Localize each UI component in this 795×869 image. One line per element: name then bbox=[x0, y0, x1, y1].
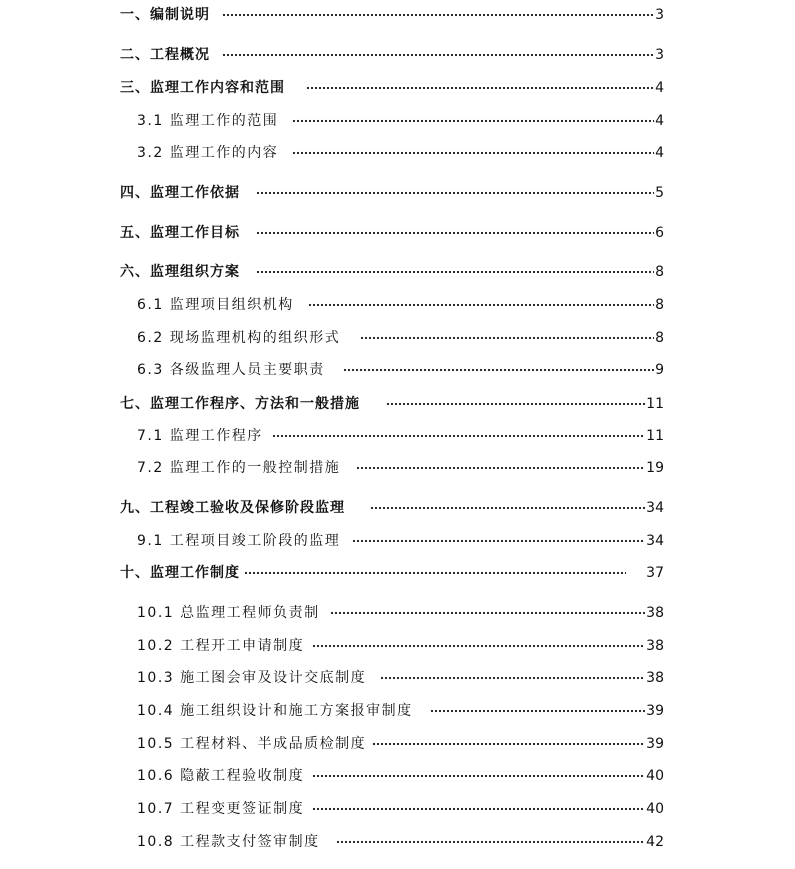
toc-entry-title: 10.1 总监理工程师负责制 bbox=[137, 605, 320, 621]
toc-leader-dots bbox=[244, 571, 626, 575]
toc-entry-title: 六、监理组织方案 bbox=[120, 264, 240, 280]
toc-entry bbox=[0, 182, 795, 204]
toc-entry bbox=[0, 425, 795, 447]
toc-entry bbox=[0, 562, 795, 584]
toc-entry-page: 8 bbox=[655, 297, 664, 313]
toc-entry bbox=[0, 142, 795, 164]
toc-entry-title: 10.3 施工图会审及设计交底制度 bbox=[137, 670, 367, 686]
toc-entry bbox=[0, 530, 795, 552]
toc-entry-title: 五、监理工作目标 bbox=[120, 225, 240, 241]
toc-entry-title: 九、工程竣工验收及保修阶段监理 bbox=[120, 500, 345, 516]
toc-entry-page: 3 bbox=[655, 7, 664, 23]
toc-entry bbox=[0, 602, 795, 624]
toc-entry-title: 6.2 现场监理机构的组织形式 bbox=[137, 330, 341, 346]
toc-entry bbox=[0, 44, 795, 66]
toc-leader-dots bbox=[222, 13, 654, 17]
toc-entry-page: 34 bbox=[646, 500, 664, 516]
toc-entry bbox=[0, 700, 795, 722]
toc-entry-title: 6.1 监理项目组织机构 bbox=[137, 297, 294, 313]
toc-entry bbox=[0, 667, 795, 689]
toc-entry-page: 3 bbox=[655, 47, 664, 63]
toc-entry-page: 8 bbox=[655, 264, 664, 280]
toc-entry-page: 37 bbox=[646, 565, 664, 581]
toc-entry-title: 3.1 监理工作的范围 bbox=[137, 113, 279, 129]
toc-entry bbox=[0, 497, 795, 519]
toc-leader-dots bbox=[336, 840, 645, 844]
toc-leader-dots bbox=[292, 119, 654, 123]
toc-entry bbox=[0, 327, 795, 349]
toc-entry bbox=[0, 733, 795, 755]
toc-entry-page: 11 bbox=[646, 396, 664, 412]
toc-entry-page: 4 bbox=[655, 113, 664, 129]
toc-leader-dots bbox=[272, 434, 645, 438]
toc-entry-page: 9 bbox=[655, 362, 664, 378]
toc-entry-title: 10.8 工程款支付签审制度 bbox=[137, 834, 320, 850]
toc-entry bbox=[0, 393, 795, 415]
toc-entry-page: 4 bbox=[655, 145, 664, 161]
toc-leader-dots bbox=[256, 191, 654, 195]
toc-entry-title: 7.1 监理工作程序 bbox=[137, 428, 263, 444]
toc-leader-dots bbox=[308, 303, 654, 307]
toc-leader-dots bbox=[312, 644, 645, 648]
toc-entry-title: 三、监理工作内容和范围 bbox=[120, 80, 285, 96]
toc-entry-page: 39 bbox=[646, 703, 664, 719]
toc-entry-page: 19 bbox=[646, 460, 664, 476]
toc-leader-dots bbox=[330, 611, 645, 615]
toc-leader-dots bbox=[222, 53, 654, 57]
toc-leader-dots bbox=[312, 807, 645, 811]
toc-entry-title: 6.3 各级监理人员主要职责 bbox=[137, 362, 325, 378]
toc-leader-dots bbox=[312, 774, 645, 778]
toc-entry-title: 七、监理工作程序、方法和一般措施 bbox=[120, 396, 360, 412]
toc-entry-page: 39 bbox=[646, 736, 664, 752]
toc-leader-dots bbox=[380, 676, 645, 680]
toc-entry bbox=[0, 359, 795, 381]
toc-entry-title: 10.7 工程变更签证制度 bbox=[137, 801, 305, 817]
toc-leader-dots bbox=[343, 368, 654, 372]
toc-leader-dots bbox=[372, 742, 645, 746]
toc-entry-page: 42 bbox=[646, 834, 664, 850]
toc-entry-page: 34 bbox=[646, 533, 664, 549]
toc-entry-title: 7.2 监理工作的一般控制措施 bbox=[137, 460, 341, 476]
toc-entry bbox=[0, 765, 795, 787]
toc-entry-title: 一、编制说明 bbox=[120, 7, 210, 23]
toc-entry-title: 9.1 工程项目竣工阶段的监理 bbox=[137, 533, 341, 549]
toc-entry bbox=[0, 261, 795, 283]
toc-entry-page: 4 bbox=[655, 80, 664, 96]
toc-entry-page: 6 bbox=[655, 225, 664, 241]
toc-entry-title: 3.2 监理工作的内容 bbox=[137, 145, 279, 161]
toc-leader-dots bbox=[292, 151, 654, 155]
toc-leader-dots bbox=[256, 270, 654, 274]
toc-leader-dots bbox=[360, 336, 654, 340]
toc-entry-title: 四、监理工作依据 bbox=[120, 185, 240, 201]
toc-entry-page: 38 bbox=[646, 638, 664, 654]
toc-leader-dots bbox=[256, 231, 654, 235]
toc-leader-dots bbox=[306, 86, 654, 90]
toc-entry bbox=[0, 77, 795, 99]
toc-entry-page: 38 bbox=[646, 670, 664, 686]
toc-entry bbox=[0, 798, 795, 820]
toc-entry-title: 10.2 工程开工申请制度 bbox=[137, 638, 305, 654]
toc-entry bbox=[0, 222, 795, 244]
toc-leader-dots bbox=[430, 709, 645, 713]
toc-entry-title: 十、监理工作制度 bbox=[120, 565, 240, 581]
toc-leader-dots bbox=[370, 506, 645, 510]
toc-entry-title: 二、工程概况 bbox=[120, 47, 210, 63]
toc-entry bbox=[0, 457, 795, 479]
toc-entry bbox=[0, 4, 795, 26]
toc-entry-page: 5 bbox=[655, 185, 664, 201]
toc-entry-page: 38 bbox=[646, 605, 664, 621]
toc-entry bbox=[0, 635, 795, 657]
toc-entry-page: 40 bbox=[646, 768, 664, 784]
toc-entry bbox=[0, 110, 795, 132]
toc-entry-page: 8 bbox=[655, 330, 664, 346]
toc-entry-page: 40 bbox=[646, 801, 664, 817]
toc-leader-dots bbox=[386, 402, 645, 406]
toc-leader-dots bbox=[352, 539, 645, 543]
toc-entry-title: 10.5 工程材料、半成品质检制度 bbox=[137, 736, 367, 752]
toc-entry bbox=[0, 831, 795, 853]
toc-entry-title: 10.4 施工组织设计和施工方案报审制度 bbox=[137, 703, 413, 719]
toc-leader-dots bbox=[356, 466, 645, 470]
toc-entry-title: 10.6 隐蔽工程验收制度 bbox=[137, 768, 305, 784]
toc-entry-page: 11 bbox=[646, 428, 664, 444]
toc-entry bbox=[0, 294, 795, 316]
